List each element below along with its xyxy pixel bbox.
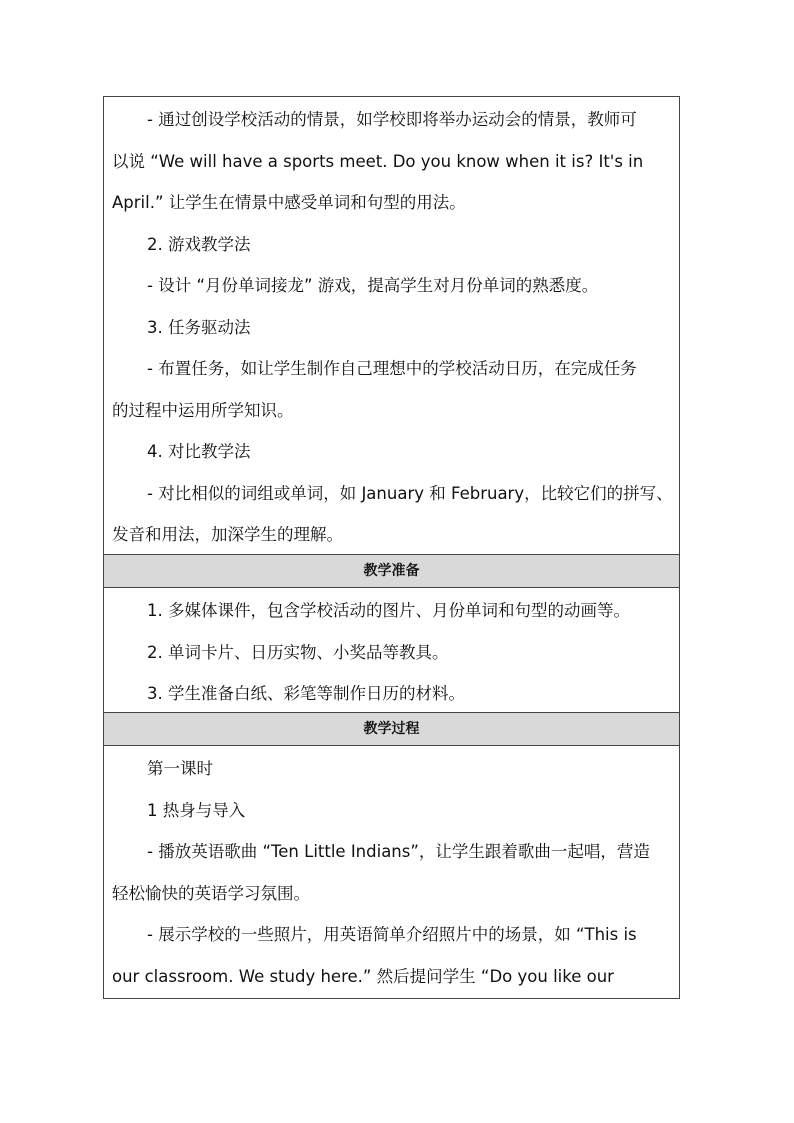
- text-line: 轻松愉快的英语学习氛围。: [112, 883, 310, 903]
- text-line: 的过程中运用所学知识。: [112, 400, 294, 420]
- prep-header: 教学准备: [104, 554, 679, 588]
- text-line: 4. 对比教学法: [147, 442, 251, 461]
- text-line: - 播放英语歌曲 “Ten Little Indians”，让学生跟着歌曲一起唱，营造: [147, 842, 650, 861]
- teaching-prep-section: [104, 588, 679, 712]
- text-line: April.” 让学生在情景中感受单词和句型的用法。: [112, 193, 466, 212]
- text-line: - 布置任务，如让学生制作自己理想中的学校活动日历，在完成任务: [147, 359, 637, 378]
- text-line: 2. 游戏教学法: [147, 234, 251, 254]
- lesson-plan-table: [103, 96, 680, 999]
- teaching-process-section: [104, 746, 679, 998]
- text-line: - 展示学校的一些照片，用英语简单介绍照片中的场景，如 “This is: [147, 925, 637, 944]
- text-line: 2. 单词卡片、日历实物、小奖品等教具。: [147, 642, 449, 662]
- text-line: 3. 任务驱动法: [147, 317, 251, 337]
- text-line: 发音和用法，加深学生的理解。: [112, 525, 343, 544]
- text-line: 以说 “We will have a sports meet. Do you know when it is? It's in: [112, 151, 644, 171]
- text-line: 第一课时: [147, 759, 213, 778]
- text-line: - 通过创设学校活动的情景，如学校即将举办运动会的情景，教师可: [147, 110, 637, 129]
- text-line: our classroom. We study here.” 然后提问学生 “Do you like our: [112, 966, 614, 986]
- process-header: 教学过程: [104, 712, 679, 746]
- text-line: 3. 学生准备白纸、彩笔等制作日历的材料。: [147, 684, 465, 703]
- text-line: - 设计 “月份单词接龙” 游戏，提高学生对月份单词的熟悉度。: [147, 276, 599, 295]
- text-line: 1. 多媒体课件，包含学校活动的图片、月份单词和句型的动画等。: [147, 601, 630, 620]
- text-line: 1 热身与导入: [147, 800, 246, 820]
- text-line: - 对比相似的词组或单词，如 January 和 February，比较它们的拼写、: [147, 483, 673, 503]
- teaching-methods-section: [104, 97, 679, 554]
